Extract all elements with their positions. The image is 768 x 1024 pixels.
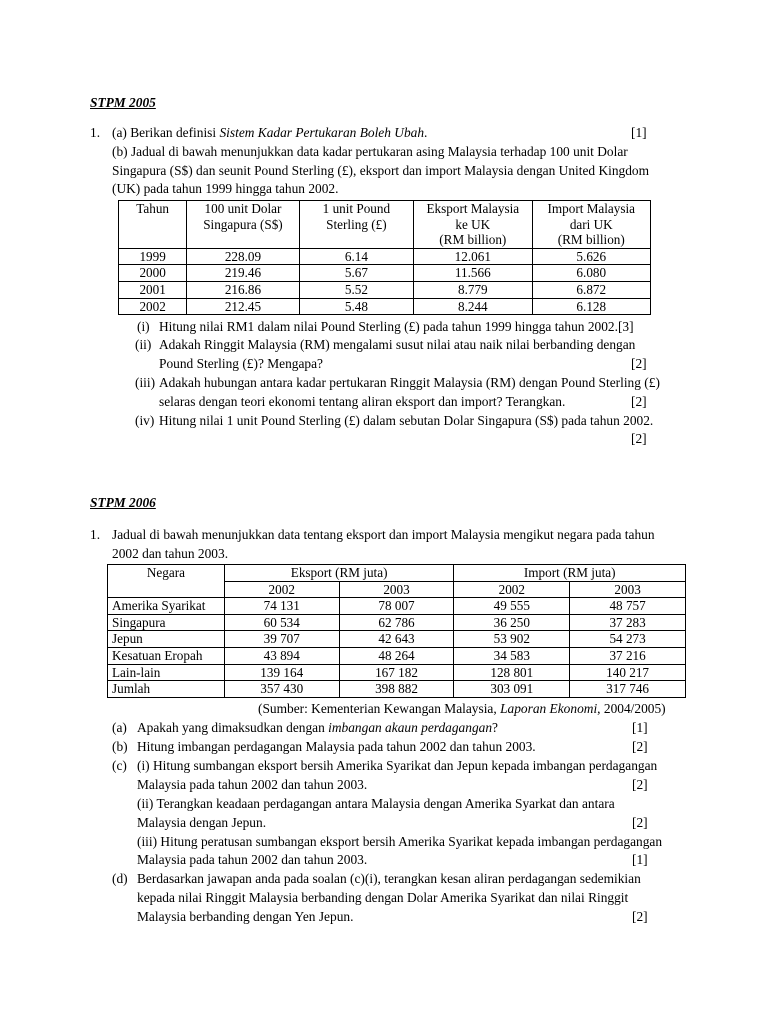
- header-negara: Negara: [108, 565, 225, 598]
- exchange-rate-table: [118, 200, 651, 315]
- country-cell: Jepun: [108, 631, 225, 648]
- q2005-ii-text-2: Pound Sterling (£)? Mengapa?: [159, 356, 323, 371]
- q2006-d-2: kepada nilai Ringgit Malaysia berbanding dengan Dolar Amerika Syarikat dan nilai Ringgit: [137, 890, 629, 905]
- q2005-a-text: (a) Berikan definisi: [112, 125, 220, 140]
- table-cell: 43 894: [224, 647, 339, 664]
- q2006-a-suffix: ?: [492, 720, 498, 735]
- q2005-iii-text-2: selaras dengan teori ekonomi tentang aliran eksport dan import? Terangkan.: [159, 394, 566, 409]
- q2006-a-prefix: Apakah yang dimaksudkan dengan: [137, 720, 329, 735]
- q2006-a-marks: [1]: [632, 720, 648, 735]
- table-cell: 54 273: [570, 631, 686, 648]
- q2005-a-marks: [1]: [631, 125, 647, 140]
- q2005-ii-label: (ii): [135, 337, 152, 352]
- q2006-number: 1.: [90, 527, 101, 542]
- q2006-c-iii-2: Malaysia pada tahun 2002 dan tahun 2003.: [137, 852, 368, 867]
- table-cell: 212.45: [187, 298, 299, 315]
- q2005-ii-marks: [2]: [631, 356, 647, 371]
- table-row: [108, 647, 686, 664]
- stpm-2006-heading: STPM 2006: [90, 495, 156, 510]
- trade-table: [107, 564, 686, 698]
- source-title: Laporan Ekonomi: [500, 701, 598, 716]
- q2005-iv-label: (iv): [135, 413, 155, 428]
- table-cell: 78 007: [339, 598, 454, 615]
- table-cell: 34 583: [454, 647, 570, 664]
- q2006-d-marks: [2]: [632, 909, 648, 924]
- q2006-b-label: (b): [112, 739, 128, 754]
- table-cell: 228.09: [187, 248, 299, 265]
- table-cell: 140 217: [570, 664, 686, 681]
- q2006-c-iii-marks: [1]: [632, 852, 648, 867]
- q2006-a-text: [137, 719, 498, 738]
- table-cell: 74 131: [224, 598, 339, 615]
- table-cell: 37 283: [570, 614, 686, 631]
- q2005-b-line-2: Singapura (S$) dan seunit Pound Sterling (£), eksport dan import Malaysia dengan United Kingdom: [112, 163, 650, 178]
- q2005-ii-text-1: Adakah Ringgit Malaysia (RM) mengalami susut nilai atau naik nilai berbanding dengan: [159, 337, 636, 352]
- table-row: [108, 664, 686, 681]
- table-cell: 48 757: [570, 598, 686, 615]
- table-row: [119, 298, 651, 315]
- country-cell: Amerika Syarikat: [108, 598, 225, 615]
- table-row: [119, 281, 651, 298]
- table-cell: 128 801: [454, 664, 570, 681]
- table-cell: 8.244: [414, 298, 532, 315]
- q2006-c-i-marks: [2]: [632, 777, 648, 792]
- table-cell: 6.14: [299, 248, 413, 265]
- q2005-b-line-1: (b) Jadual di bawah menunjukkan data kadar pertukaran asing Malaysia terhadap 100 unit Dolar: [112, 144, 628, 159]
- table-cell: 2000: [119, 265, 187, 282]
- table-cell: 2001: [119, 281, 187, 298]
- table-cell: 39 707: [224, 631, 339, 648]
- q2006-intro-2: 2002 dan tahun 2003.: [112, 546, 229, 561]
- source-suffix: , 2004/2005): [597, 701, 666, 716]
- q2005-a-term: Sistem Kadar Pertukaran Boleh Ubah: [219, 125, 425, 140]
- table-cell: 6.080: [532, 265, 650, 282]
- q2006-intro-1: Jadual di bawah menunjukkan data tentang eksport dan import Malaysia mengikut negara pada tahun: [112, 527, 655, 542]
- q2006-d-1: Berdasarkan jawapan anda pada soalan (c)(i), terangkan kesan aliran perdagangan sedemikian: [137, 871, 641, 886]
- q2006-c-i-2: Malaysia pada tahun 2002 dan tahun 2003.: [137, 777, 368, 792]
- q2006-c-label: (c): [112, 758, 127, 773]
- year-cell: 2002: [454, 581, 570, 598]
- q2005-a-suffix: .: [424, 125, 428, 140]
- table-cell: 5.67: [299, 265, 413, 282]
- table-row-total: [108, 681, 686, 698]
- q2005-iii-marks: [2]: [631, 394, 647, 409]
- table-cell: 11.566: [414, 265, 532, 282]
- table-cell: 357 430: [224, 681, 339, 698]
- table-cell: 12.061: [414, 248, 532, 265]
- table-cell: 48 264: [339, 647, 454, 664]
- q2005-iii-text-1: Adakah hubungan antara kadar pertukaran Ringgit Malaysia (RM) dengan Pound Sterling (£): [159, 375, 660, 390]
- table-cell: 6.872: [532, 281, 650, 298]
- header-pound-sterling: 1 unit Pound Sterling (£): [299, 201, 413, 249]
- q2005-b-line-3: (UK) pada tahun 1999 hingga tahun 2002.: [112, 181, 339, 196]
- q2005-iv-text: Hitung nilai 1 unit Pound Sterling (£) dalam sebutan Dolar Singapura (S$) pada tahun 2002.: [159, 413, 654, 428]
- table-cell: 42 643: [339, 631, 454, 648]
- table-cell: 62 786: [339, 614, 454, 631]
- q2006-b-text: Hitung imbangan perdagangan Malaysia pada tahun 2002 dan tahun 2003.: [137, 739, 536, 754]
- table-row: [108, 598, 686, 615]
- table-cell: 303 091: [454, 681, 570, 698]
- q2005-i-text: Hitung nilai RM1 dalam nilai Pound Sterling (£) pada tahun 1999 hingga tahun 2002.[3]: [159, 319, 634, 334]
- table-cell: 5.626: [532, 248, 650, 265]
- table-cell: 49 555: [454, 598, 570, 615]
- table-cell: 8.779: [414, 281, 532, 298]
- header-tahun: Tahun: [119, 201, 187, 249]
- year-cell: 2002: [224, 581, 339, 598]
- table-cell: 1999: [119, 248, 187, 265]
- q2006-a-label: (a): [112, 720, 127, 735]
- header-import: Import Malaysia dari UK (RM billion): [532, 201, 650, 249]
- header-eksport: Eksport (RM juta): [224, 565, 454, 582]
- table-cell: 5.52: [299, 281, 413, 298]
- table-header-row: [108, 565, 686, 582]
- q2006-b-marks: [2]: [632, 739, 648, 754]
- table-row: [119, 248, 651, 265]
- table-cell: 317 746: [570, 681, 686, 698]
- q2006-c-iii-1: (iii) Hitung peratusan sumbangan eksport bersih Amerika Syarikat kepada imbangan perdagangan: [137, 834, 663, 849]
- table-cell: 139 164: [224, 664, 339, 681]
- table-cell: 216.86: [187, 281, 299, 298]
- q2006-a-term: imbangan akaun perdagangan: [328, 720, 493, 735]
- country-cell: Jumlah: [108, 681, 225, 698]
- q2006-d-3: Malaysia berbanding dengan Yen Jepun.: [137, 909, 354, 924]
- country-cell: Kesatuan Eropah: [108, 647, 225, 664]
- q2005-number: 1.: [90, 125, 101, 140]
- q2006-c-ii-1: (ii) Terangkan keadaan perdagangan antara Malaysia dengan Amerika Syarkat dan antara: [137, 796, 615, 811]
- table-row: [119, 265, 651, 282]
- table-cell: 5.48: [299, 298, 413, 315]
- table-cell: 167 182: [339, 664, 454, 681]
- country-cell: Singapura: [108, 614, 225, 631]
- table-row: [108, 614, 686, 631]
- table-cell: 219.46: [187, 265, 299, 282]
- q2005-iii-label: (iii): [135, 375, 156, 390]
- table-cell: 36 250: [454, 614, 570, 631]
- source-text: (Sumber: Kementerian Kewangan Malaysia,: [258, 701, 501, 716]
- q2006-d-label: (d): [112, 871, 128, 886]
- table-cell: 398 882: [339, 681, 454, 698]
- header-eksport: Eksport Malaysia ke UK (RM billion): [414, 201, 532, 249]
- q2005-i-label: (i): [137, 319, 150, 334]
- table-cell: 53 902: [454, 631, 570, 648]
- q2006-c-ii-marks: [2]: [632, 815, 648, 830]
- year-cell: 2003: [339, 581, 454, 598]
- q2006-c-ii-2: Malaysia dengan Jepun.: [137, 815, 267, 830]
- table-source: [258, 700, 666, 719]
- table-cell: 37 216: [570, 647, 686, 664]
- stpm-2005-heading: STPM 2005: [90, 95, 156, 110]
- country-cell: Lain-lain: [108, 664, 225, 681]
- table-row: [108, 631, 686, 648]
- table-cell: 2002: [119, 298, 187, 315]
- q2005-part-a: [112, 124, 427, 143]
- header-dolar-singapura: 100 unit Dolar Singapura (S$): [187, 201, 299, 249]
- year-cell: 2003: [570, 581, 686, 598]
- table-header-row: [119, 201, 651, 249]
- table-cell: 60 534: [224, 614, 339, 631]
- header-import: Import (RM juta): [454, 565, 686, 582]
- q2005-iv-marks: [2]: [631, 431, 647, 446]
- q2006-c-i-1: (i) Hitung sumbangan eksport bersih Amerika Syarikat dan Jepun kepada imbangan perdagangan: [137, 758, 658, 773]
- table-cell: 6.128: [532, 298, 650, 315]
